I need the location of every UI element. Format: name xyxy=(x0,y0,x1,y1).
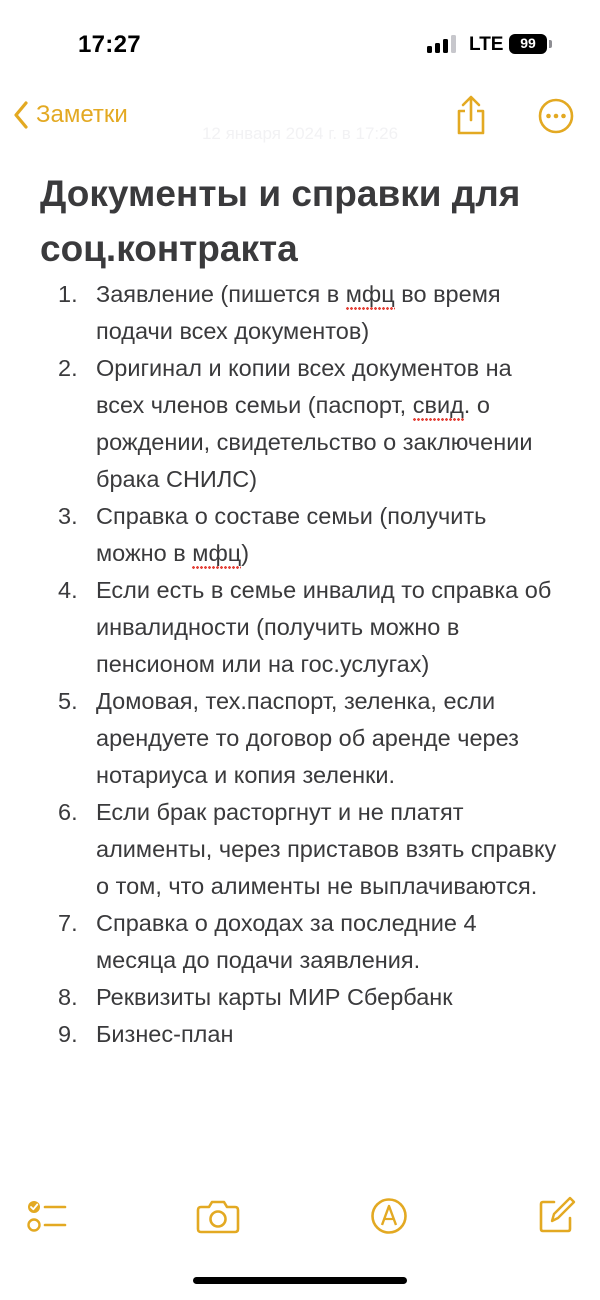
markup-button[interactable] xyxy=(367,1194,411,1238)
camera-button[interactable] xyxy=(196,1194,240,1238)
list-item-text: Бизнес-план xyxy=(96,1021,234,1047)
list-item[interactable] xyxy=(0,683,600,794)
list-item[interactable] xyxy=(0,498,600,572)
camera-icon xyxy=(196,1198,240,1234)
list-item-text: Домовая, тех.паспорт, зеленка, если арендуете то договор об аренде через нотариуса и копия зеленки. xyxy=(96,688,519,788)
list-item[interactable] xyxy=(0,979,600,1016)
list-item-text: Если есть в семье инвалид то справка об инвалидности (получить можно в пенсионом или на гос.услугах) xyxy=(96,577,552,677)
list-item[interactable] xyxy=(0,276,600,350)
note-list[interactable] xyxy=(0,276,600,1053)
list-item-number: 4. xyxy=(58,577,78,603)
misspelled-word: мфц xyxy=(346,281,395,310)
list-item-text: Оригинал и копии всех документов на всех членов семьи (паспорт, xyxy=(96,355,512,418)
list-item-number: 9. xyxy=(58,1021,78,1047)
list-item[interactable] xyxy=(0,905,600,979)
misspelled-word: мфц xyxy=(192,540,241,569)
list-item-text: Реквизиты карты МИР Сбербанк xyxy=(96,984,453,1010)
list-item-text: Справка о доходах за последние 4 месяца до подачи заявления. xyxy=(96,910,477,973)
list-item-number: 2. xyxy=(58,355,78,381)
bottom-toolbar xyxy=(0,1190,600,1240)
compose-icon xyxy=(536,1196,576,1236)
checklist-icon xyxy=(25,1197,67,1235)
list-item[interactable] xyxy=(0,350,600,498)
home-indicator[interactable] xyxy=(193,1277,407,1284)
note-date: 12 января 2024 г. в 17:26 xyxy=(201,124,399,143)
signal-icon xyxy=(427,35,459,53)
note-title[interactable]: Документы и справки для соц.контракта xyxy=(40,173,521,269)
battery-icon xyxy=(509,34,547,54)
list-item-number: 3. xyxy=(58,503,78,529)
list-item[interactable] xyxy=(0,1016,600,1053)
list-item-text: ) xyxy=(241,540,250,566)
markup-pen-icon xyxy=(370,1197,408,1235)
status-bar xyxy=(0,0,600,90)
list-item-text: Заявление (пишется в xyxy=(96,281,346,307)
list-item-text: . о рождении, свидетельство о заключении брака СНИЛС) xyxy=(96,392,533,492)
list-item-number: 8. xyxy=(58,984,78,1010)
list-item-number: 7. xyxy=(58,910,78,936)
list-item-text: во время подачи всех документов) xyxy=(96,281,501,344)
network-type: LTE xyxy=(469,34,504,55)
battery-cap xyxy=(549,40,552,48)
list-item-number: 5. xyxy=(58,688,78,714)
list-item[interactable] xyxy=(0,794,600,905)
checklist-button[interactable] xyxy=(24,1194,68,1238)
misspelled-word: свид xyxy=(413,392,464,421)
list-item-text: Справка о составе семьи (получить можно в xyxy=(96,503,487,566)
compose-button[interactable] xyxy=(534,1194,578,1238)
list-item[interactable] xyxy=(0,572,600,683)
list-item-number: 6. xyxy=(58,799,78,825)
battery-level: 99 xyxy=(520,35,536,51)
list-item-text: Если брак расторгнут и не платят алименты, через приставов взять справку о том, что алименты не выплачиваются. xyxy=(96,799,557,899)
back-label: Заметки xyxy=(36,101,128,128)
list-item-number: 1. xyxy=(58,281,78,307)
status-time: 17:27 xyxy=(78,31,141,58)
